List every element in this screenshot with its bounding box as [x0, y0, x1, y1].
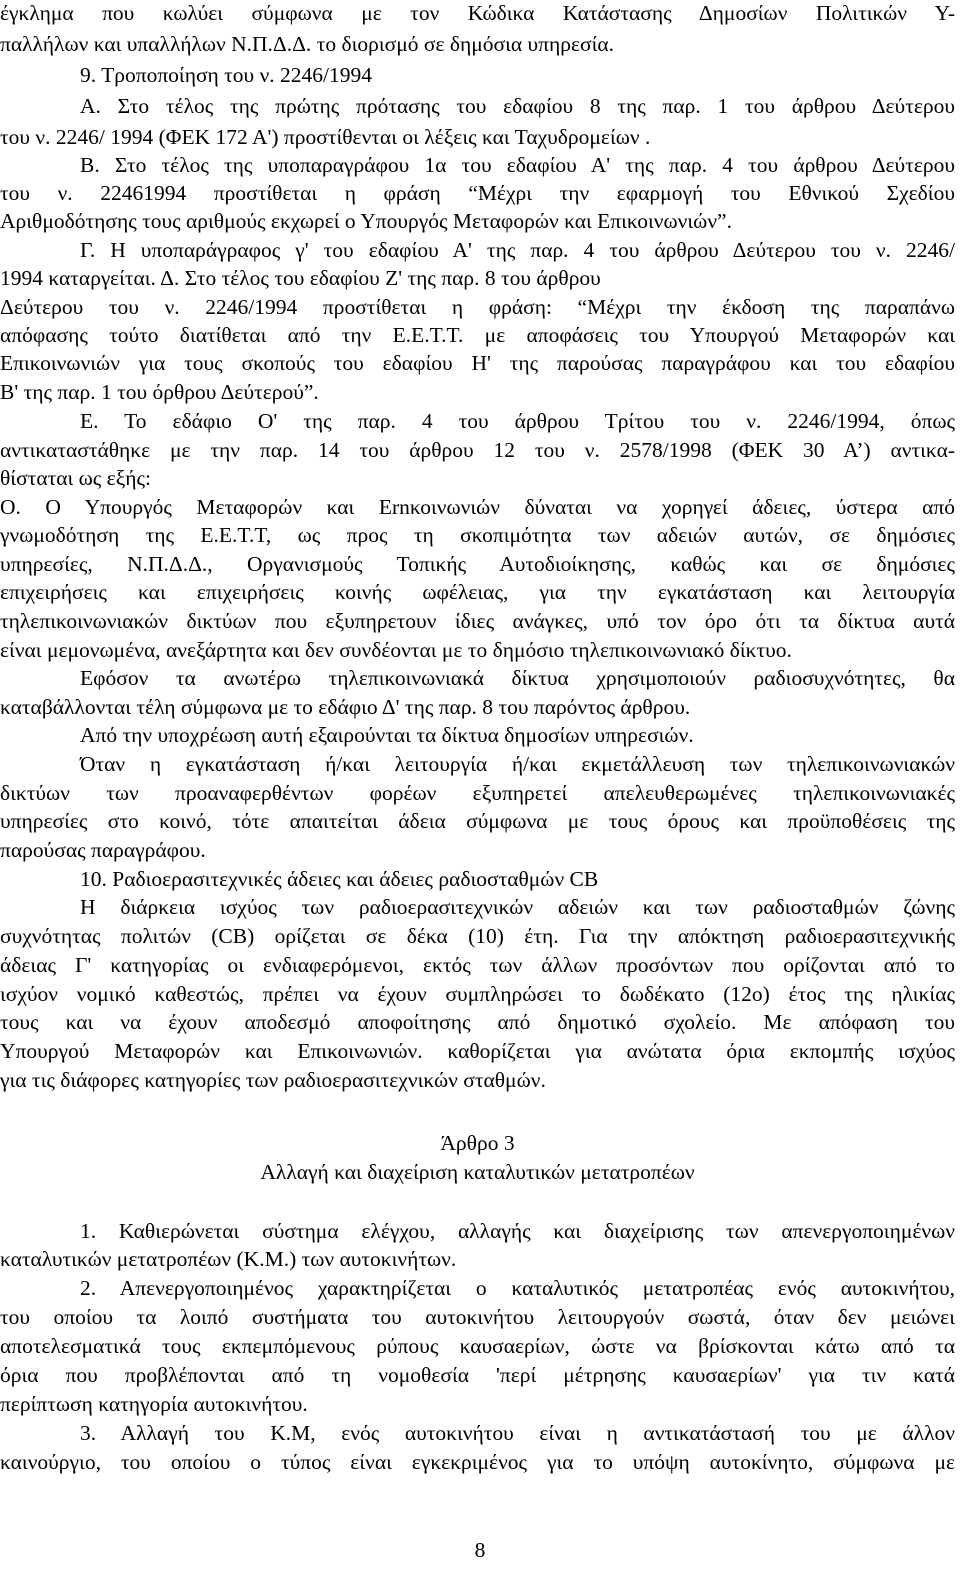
text-line: Από την υποχρέωση αυτή εξαιρούνται τα δίκτυα δημοσίων υπηρεσιών. — [80, 723, 694, 747]
text-line: καταλυτικών μετατροπέων (Κ.Μ.) των αυτοκινήτων. — [0, 1247, 457, 1271]
text-line: καταβάλλονται τέλη σύμφωνα με το εδάφιο Δ' της παρ. 8 του παρόντος άρθρου. — [0, 695, 691, 719]
text-line: παρούσας παραγράφου. — [0, 838, 206, 862]
text-line: Εφόσον τα ανωτέρω τηλεπικοινωνιακά δίκτυα χρησιμοποιούν ραδιοσυχνότητες, θα — [80, 666, 955, 690]
text-line: παλλήλων και υπαλλήλων Ν.Π.Δ.Δ. το διορισμό σε δημόσια υπηρεσία. — [0, 32, 615, 56]
text-line: 1. Καθιερώνεται σύστημα ελέγχου, αλλαγής και διαχείρισης των απενεργοποιημένων — [80, 1219, 955, 1243]
text-line: έγκλημα που κωλύει σύμφωνα με τον Κώδικα Κατάστασης Δημοσίων Πολιτικών Υ- — [0, 1, 955, 25]
text-line: τηλεπικοινωνιακών δικτύων που εξυπηρετουν ίδιες ανάγκες, υπό τον όρο ότι τα δίκτυα αυτά — [0, 609, 955, 633]
text-line: για τις διάφορες κατηγορίες των ραδιοερασιτεχνικών σταθμών. — [0, 1068, 546, 1092]
text-line: 1994 καταργείται. Δ. Στο τέλος του εδαφίου Ζ' της παρ. 8 του άρθρου — [0, 266, 601, 290]
text-line: Υπουργού Μεταφορών και Επικοινωνιών. καθορίζεται για ανώτατα όρια εκπομπής ισχύος — [0, 1039, 955, 1063]
text-line: δικτύων των προαναφερθέντων φορέων εξυπηρετεί απελευθερωμένες τηλεπικοινωνιακές — [0, 781, 955, 805]
text-line: Αριθμοδότησης τους αριθμούς εκχωρεί ο Υπουργός Μεταφορών και Επικοινωνιών”. — [0, 209, 732, 233]
text-line: τους και να έχουν αποδεσμό αποφοίτησης από δημοτικό σχολείο. Με απόφαση του — [0, 1010, 955, 1034]
text-line: Γ. Η υποπαράγραφος γ' του εδαφίου Α' της παρ. 4 του άρθρου Δεύτερου του ν. 2246/ — [80, 238, 955, 262]
text-line: αποτελεσματικά τους εκπεμπόμενους ρύπους καυσαερίων, ώστε να βρίσκονται κάτω από τα — [0, 1334, 955, 1358]
text-line: Ο. Ο Υπουργός Μεταφορών και Εrnκοινωνιών δύναται να χορηγεί άδειες, ύστερα από — [0, 495, 955, 519]
section-heading: 9. Τροποποίηση του ν. 2246/1994 — [80, 63, 373, 87]
text-line: του ν. 2246/ 1994 (ΦΕΚ 172 Α') προστίθενται οι λέξεις και Ταχυδρομείων . — [0, 125, 651, 149]
text-line: του ν. 22461994 προστίθεται η φράση “Μέχρι την εφαρμογή του Εθνικού Σχεδίου — [0, 181, 955, 205]
text-line: Επικοινωνιών για τους σκοπούς του εδαφίου Η' της παρούσας παραγράφου και του εδαφίου — [0, 351, 955, 375]
text-line: Η διάρκεια ισχύος των ραδιοερασιτεχνικών αδειών και των ραδιοσταθμών ζώνης — [80, 895, 955, 919]
text-line: απόφασης τούτο διατίθεται από την Ε.Ε.Τ.Τ. με αποφάσεις του Υπουργού Μεταφορών και — [0, 323, 955, 347]
text-line: άδειας Γ' κατηγορίας οι ενδιαφερόμενοι, εκτός των άλλων προσόντων που ορίζονται από το — [0, 953, 955, 977]
text-line: Α. Στο τέλος της πρώτης πρότασης του εδαφίου 8 της παρ. 1 του άρθρου Δεύτερου — [80, 94, 955, 118]
page-number: 8 — [474, 1538, 486, 1562]
article-subtitle: Αλλαγή και διαχείριση καταλυτικών μετατροπέων — [260, 1160, 695, 1184]
text-line: είναι μεμονωμένα, ανεξάρτητα και δεν συνδέονται με το δημόσιο τηλεπικοινωνιακό δίκτυο. — [0, 638, 792, 662]
text-line: περίπτωση κατηγορία αυτοκινήτου. — [0, 1392, 308, 1416]
text-line: υπηρεσίες στο κοινό, τότε απαιτείται άδεια σύμφωνα με τους όρους και προϋποθέσεις της — [0, 809, 955, 833]
text-line: Β' της παρ. 1 του όρθρου Δεύτερού”. — [0, 380, 319, 404]
text-line: όρια που προβλέπονται από τη νομοθεσία 'περί μέτρησης καυσαερίων' για τιν κατά — [0, 1363, 955, 1387]
text-line: Ε. Το εδάφιο Ο' της παρ. 4 του άρθρου Τρίτου του ν. 2246/1994, όπως — [80, 409, 955, 433]
text-line: καινούργιο, του οποίου ο τύπος είναι εγκεκριμένος για το υπόψη αυτοκίνητο, σύμφωνα με — [0, 1450, 955, 1474]
text-line: θίσταται ως εξής: — [0, 466, 152, 490]
text-line: 2. Απενεργοποιημένος χαρακτηρίζεται ο καταλυτικός μετατροπέας ενός αυτοκινήτου, — [80, 1276, 955, 1300]
text-line: ισχύον νομικό καθεστώς, πρέπει να έχουν συμπληρώσει το δωδέκατο (12ο) έτος της ηλικίας — [0, 982, 955, 1006]
text-line: Δεύτερου του ν. 2246/1994 προστίθεται η φράση: “Μέχρι την έκδοση της παραπάνω — [0, 295, 955, 319]
article-title: Άρθρο 3 — [440, 1131, 515, 1155]
text-line: γνωμοδότηση της Ε.Ε.Τ.Τ, ως προς τη σκοπιμότητα των αδειών αυτών, σε δημόσιες — [0, 523, 955, 547]
text-line: του οποίου τα λοιπό συστήματα του αυτοκινήτου λειτουργούν σωστά, όταν δεν μειώνει — [0, 1305, 955, 1329]
text-line: 3. Αλλαγή του Κ.Μ, ενός αυτοκινήτου είναι η αντικατάστασή του με άλλον — [80, 1421, 955, 1445]
text-line: συχνότητας πολιτών (CB) ορίζεται σε δέκα (10) έτη. Για την απόκτηση ραδιοερασιτεχνικής — [0, 924, 955, 948]
text-line: αντικαταστάθηκε με την παρ. 14 του άρθρου 12 του ν. 2578/1998 (ΦΕΚ 30 Α’) αντικα- — [0, 438, 955, 462]
section-heading: 10. Ραδιοερασιτεχνικές άδειες και άδειες ραδιοσταθμών CB — [80, 867, 599, 891]
text-line: Όταν η εγκατάσταση ή/και λειτουργία ή/και εκμετάλλευση των τηλεπικοινωνιακών — [80, 752, 955, 776]
text-line: επιχειρήσεις και επιχειρήσεις κοινής ωφέλειας, για την εγκατάσταση και λειτουργία — [0, 580, 955, 604]
text-line: υπηρεσίες, Ν.Π.Δ.Δ., Οργανισμούς Τοπικής Αυτοδιοίκησης, καθώς και σε δημόσιες — [0, 552, 955, 576]
text-line: Β. Στο τέλος της υποπαραγράφου 1α του εδαφίου Α' της παρ. 4 του άρθρου Δεύτερου — [80, 153, 955, 177]
